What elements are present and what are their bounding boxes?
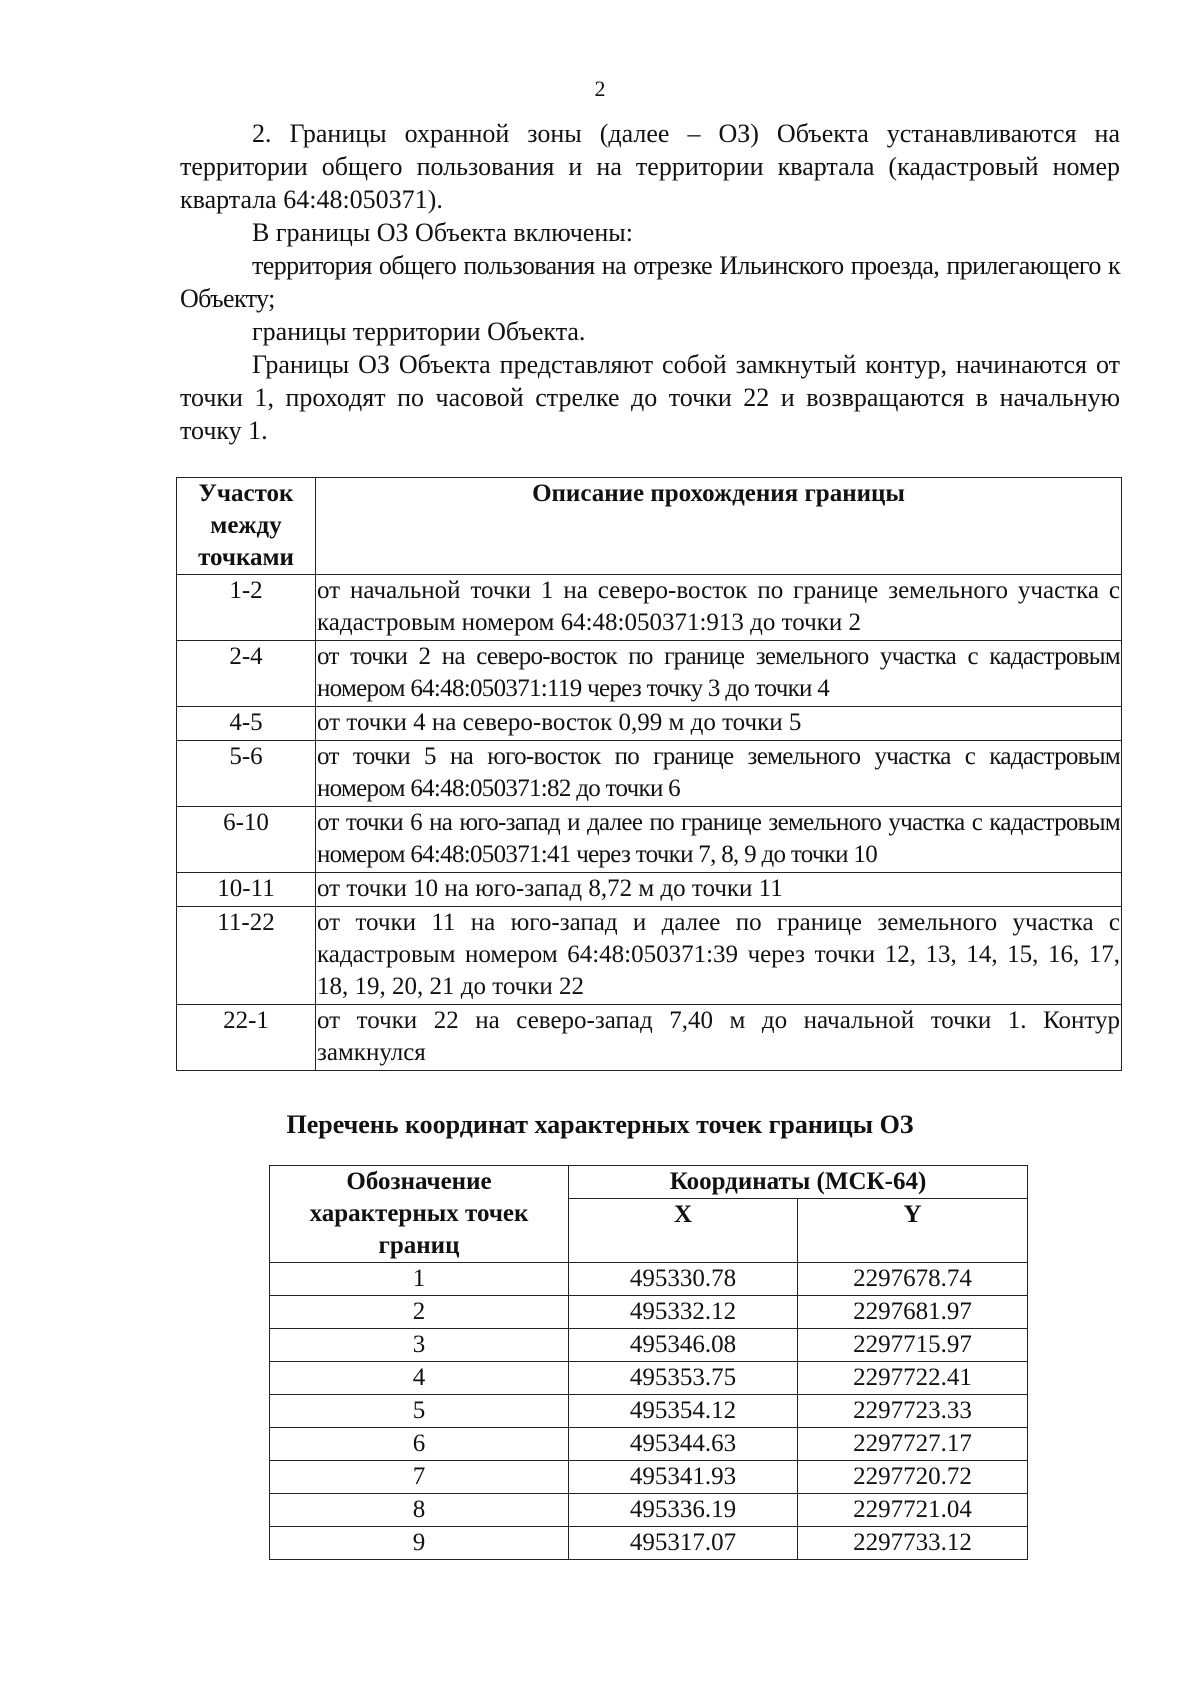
y-cell: 2297727.17	[798, 1428, 1028, 1461]
table-row	[177, 641, 1122, 707]
column-header-x: X	[569, 1199, 798, 1263]
column-header-coordinates: Координаты (МСК-64)	[569, 1166, 1028, 1199]
column-header-point: Обозначение характерных точек границ	[270, 1166, 569, 1263]
segment-cell: 11-22	[177, 907, 316, 1005]
column-header-description: Описание прохождения границы	[316, 478, 1122, 575]
description-cell: от начальной точки 1 на северо-восток по границе земельного участка с кадастровым номером 64:48:050371:913 до точки 2	[316, 575, 1122, 641]
column-header-y: Y	[798, 1199, 1028, 1263]
segment-cell: 5-6	[177, 741, 316, 807]
table-row	[270, 1527, 1028, 1560]
description-cell: от точки 5 на юго-восток по границе земельного участка с кадастровым номером 64:48:050371:82 до точки 6	[316, 741, 1122, 807]
segment-cell: 2-4	[177, 641, 316, 707]
description-cell: от точки 10 на юго-запад 8,72 м до точки 11	[316, 873, 1122, 907]
segment-cell: 4-5	[177, 707, 316, 741]
point-cell: 4	[270, 1362, 569, 1395]
y-cell: 2297733.12	[798, 1527, 1028, 1560]
y-cell: 2297720.72	[798, 1461, 1028, 1494]
y-cell: 2297721.04	[798, 1494, 1028, 1527]
column-header-segment: Участок между точками	[177, 478, 316, 575]
page-number: 2	[594, 76, 606, 101]
table-row	[177, 807, 1122, 873]
y-cell: 2297678.74	[798, 1263, 1028, 1296]
coordinates-title: Перечень координат характерных точек границы ОЗ	[286, 1110, 914, 1139]
paragraph-included-heading: В границы ОЗ Объекта включены:	[252, 218, 633, 247]
table-row	[270, 1494, 1028, 1527]
x-cell: 495341.93	[569, 1461, 798, 1494]
description-cell: от точки 6 на юго-запад и далее по границе земельного участка с кадастровым номером 64:48:050371:41 через точки 7, 8, 9 до точки 10	[316, 807, 1122, 873]
table-row	[177, 1005, 1122, 1071]
paragraph-object-territory: границы территории Объекта.	[252, 317, 586, 346]
x-cell: 495344.63	[569, 1428, 798, 1461]
paragraph-boundaries-intro: 2. Границы охранной зоны (далее – ОЗ) Объекта устанавливаются на территории общего пользования и на территории квартала (кадастровый номер квартала 64:48:050371).	[180, 119, 1120, 214]
table-row	[270, 1428, 1028, 1461]
table-row	[177, 575, 1122, 641]
y-cell: 2297681.97	[798, 1296, 1028, 1329]
description-cell: от точки 2 на северо-восток по границе земельного участка с кадастровым номером 64:48:050371:119 через точку 3 до точки 4	[316, 641, 1122, 707]
body-text	[180, 117, 1120, 447]
coordinates-table	[269, 1165, 1028, 1560]
description-cell: от точки 4 на северо-восток 0,99 м до точки 5	[316, 707, 1122, 741]
segment-cell: 6-10	[177, 807, 316, 873]
table-row	[270, 1461, 1028, 1494]
table-header-row	[177, 478, 1122, 575]
y-cell: 2297715.97	[798, 1329, 1028, 1362]
point-cell: 7	[270, 1461, 569, 1494]
x-cell: 495346.08	[569, 1329, 798, 1362]
table-row	[270, 1329, 1028, 1362]
segment-cell: 10-11	[177, 873, 316, 907]
y-cell: 2297723.33	[798, 1395, 1028, 1428]
table-row	[177, 907, 1122, 1005]
point-cell: 3	[270, 1329, 569, 1362]
table-row	[270, 1395, 1028, 1428]
table-row	[177, 873, 1122, 907]
x-cell: 495336.19	[569, 1494, 798, 1527]
table-row	[270, 1296, 1028, 1329]
paragraph-public-territory: территория общего пользования на отрезке Ильинского проезда, прилегающего к Объекту;	[180, 251, 1120, 313]
x-cell: 495332.12	[569, 1296, 798, 1329]
coordinates-header-row	[270, 1166, 1028, 1199]
y-cell: 2297722.41	[798, 1362, 1028, 1395]
x-cell: 495354.12	[569, 1395, 798, 1428]
point-cell: 1	[270, 1263, 569, 1296]
table-row	[270, 1263, 1028, 1296]
table-row	[177, 741, 1122, 807]
point-cell: 6	[270, 1428, 569, 1461]
description-cell: от точки 11 на юго-запад и далее по границе земельного участка с кадастровым номером 64:48:050371:39 через точки 12, 13, 14, 15, 16, 17, 18, 19, 20, 21 до точки 22	[316, 907, 1122, 1005]
x-cell: 495330.78	[569, 1263, 798, 1296]
segment-cell: 1-2	[177, 575, 316, 641]
x-cell: 495353.75	[569, 1362, 798, 1395]
description-cell: от точки 22 на северо-запад 7,40 м до начальной точки 1. Контур замкнулся	[316, 1005, 1122, 1071]
point-cell: 2	[270, 1296, 569, 1329]
paragraph-contour-description: Границы ОЗ Объекта представляют собой замкнутый контур, начинаются от точки 1, проходят по часовой стрелке до точки 22 и возвращаются в начальную точку 1.	[180, 350, 1120, 445]
point-cell: 9	[270, 1527, 569, 1560]
table-row	[270, 1362, 1028, 1395]
x-cell: 495317.07	[569, 1527, 798, 1560]
point-cell: 5	[270, 1395, 569, 1428]
segment-cell: 22-1	[177, 1005, 316, 1071]
point-cell: 8	[270, 1494, 569, 1527]
table-row	[177, 707, 1122, 741]
boundary-sections-table	[176, 477, 1122, 1071]
